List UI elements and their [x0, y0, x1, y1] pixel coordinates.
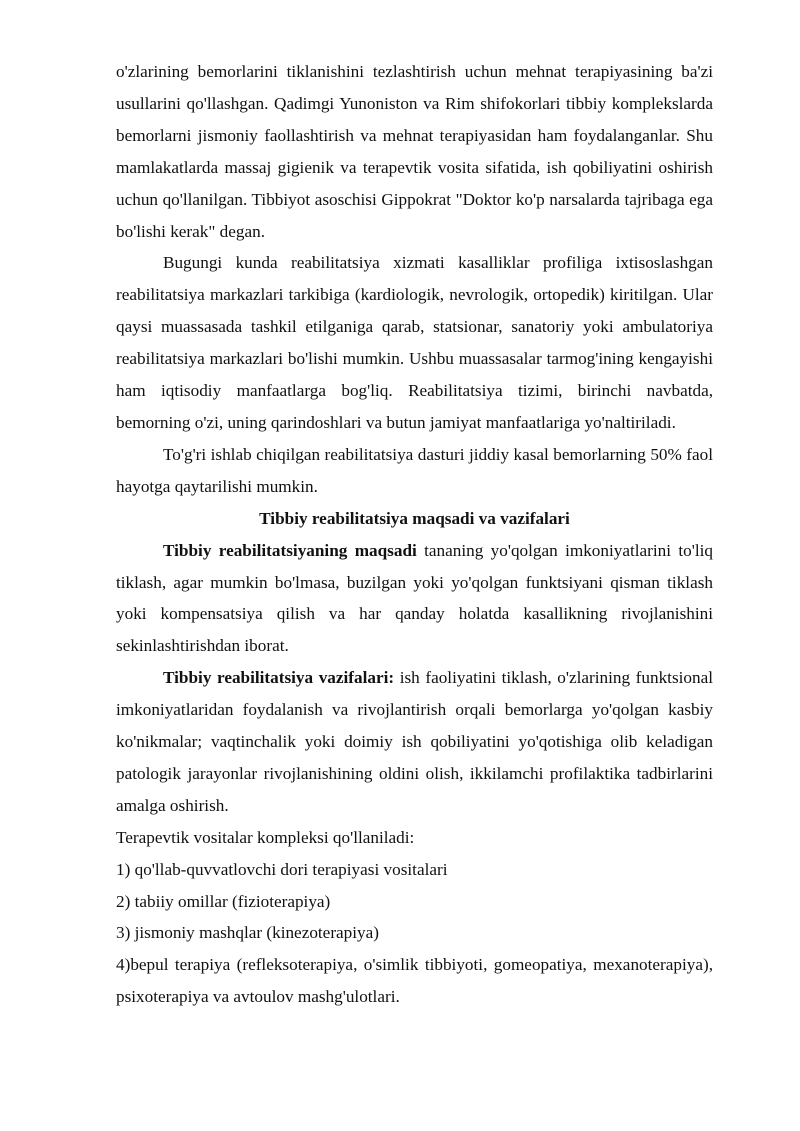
section-heading: Tibbiy reabilitatsiya maqsadi va vazifalari [259, 508, 570, 528]
list-item: 2) tabiiy omillar (fizioterapiya) [116, 891, 331, 911]
list-item: 3) jismoniy mashqlar (kinezoterapiya) [116, 923, 379, 943]
therapy-list [116, 822, 713, 1013]
document-page [116, 56, 713, 1013]
tasks-label: Tibbiy reabilitatsiya vazifalari: [163, 668, 395, 688]
paragraph-goal [116, 535, 713, 663]
tasks-text: ish faoliyatini tiklash, o'zlarining funktsional imkoniyatlaridan foydalanish va rivojlantirish orqali bemorlarga yo'qolgan kasbiy ko'nikmalar; vaqtinchalik yoki doimiy ish qobiliyatini yo'qotishiga olib keladigan patologik jarayonlar rivojlanishining oldini olish, ikkilamchi profilaktika tadbirlarini amalga oshirish. [116, 668, 714, 815]
list-item: 4)bepul terapiya (refleksoterapiya, o'simlik tibbiyoti, gomeopatiya, mexanoterapiya), psixoterapiya va avtoulov mashg'ulotlari. [116, 955, 713, 1007]
goal-label: Tibbiy reabilitatsiyaning maqsadi [163, 540, 417, 560]
list-intro: Terapevtik vositalar kompleksi qo'llaniladi: [116, 827, 415, 847]
list-item: 1) qo'llab-quvvatlovchi dori terapiyasi vositalari [116, 859, 448, 879]
paragraph-rehabilitation-centers: Bugungi kunda reabilitatsiya xizmati kasalliklar profiliga ixtisoslashgan reabilitatsiya markazlari tarkibiga (kardiologik, nevrologik, ortopedik) kiritilgan. Ular qaysi muassasada tashkil etilganiga qarab, statsionar, sanatoriy yoki ambulatoriya reabilitatsiya markazlari bo'lishi mumkin. Ushbu muassasalar tarmog'ining kengayishi ham iqtisodiy manfaatlarga bog'liq. Reabilitatsiya tizimi, birinchi navbatda, bemorning o'zi, uning qarindoshlari va butun jamiyat manfaatlariga yo'naltiriladi. [116, 253, 713, 432]
goal-text: tananing yo'qolgan imkoniyatlarini to'liq tiklash, agar mumkin bo'lmasa, buzilgan yoki yo'qolgan funktsiyani qisman tiklash yoki kompensatsiya qilish va har qanday holatda kasallikning rivojlanishini sekinlashtirishdan iborat. [116, 540, 713, 656]
paragraph-history: o'zlarining bemorlarini tiklanishini tezlashtirish uchun mehnat terapiyasining ba'zi usullarini qo'llashgan. Qadimgi Yunoniston va Rim shifokorlari tibbiy komplekslarda bemorlarni jismoniy faollashtirish va mehnat terapiyasidan ham foydalanganlar. Shu mamlakatlarda massaj gigienik va terapevtik vosita sifatida, ish qobiliyatini oshirish uchun qo'llanilgan. Tibbiyot asoschisi Gippokrat "Doktor ko'p narsalarda tajribaga ega bo'lishi kerak" degan. [116, 62, 713, 241]
paragraph-program-outcome: To'g'ri ishlab chiqilgan reabilitatsiya dasturi jiddiy kasal bemorlarning 50% faol hayotga qaytarilishi mumkin. [116, 444, 713, 496]
paragraph-tasks [116, 662, 713, 822]
